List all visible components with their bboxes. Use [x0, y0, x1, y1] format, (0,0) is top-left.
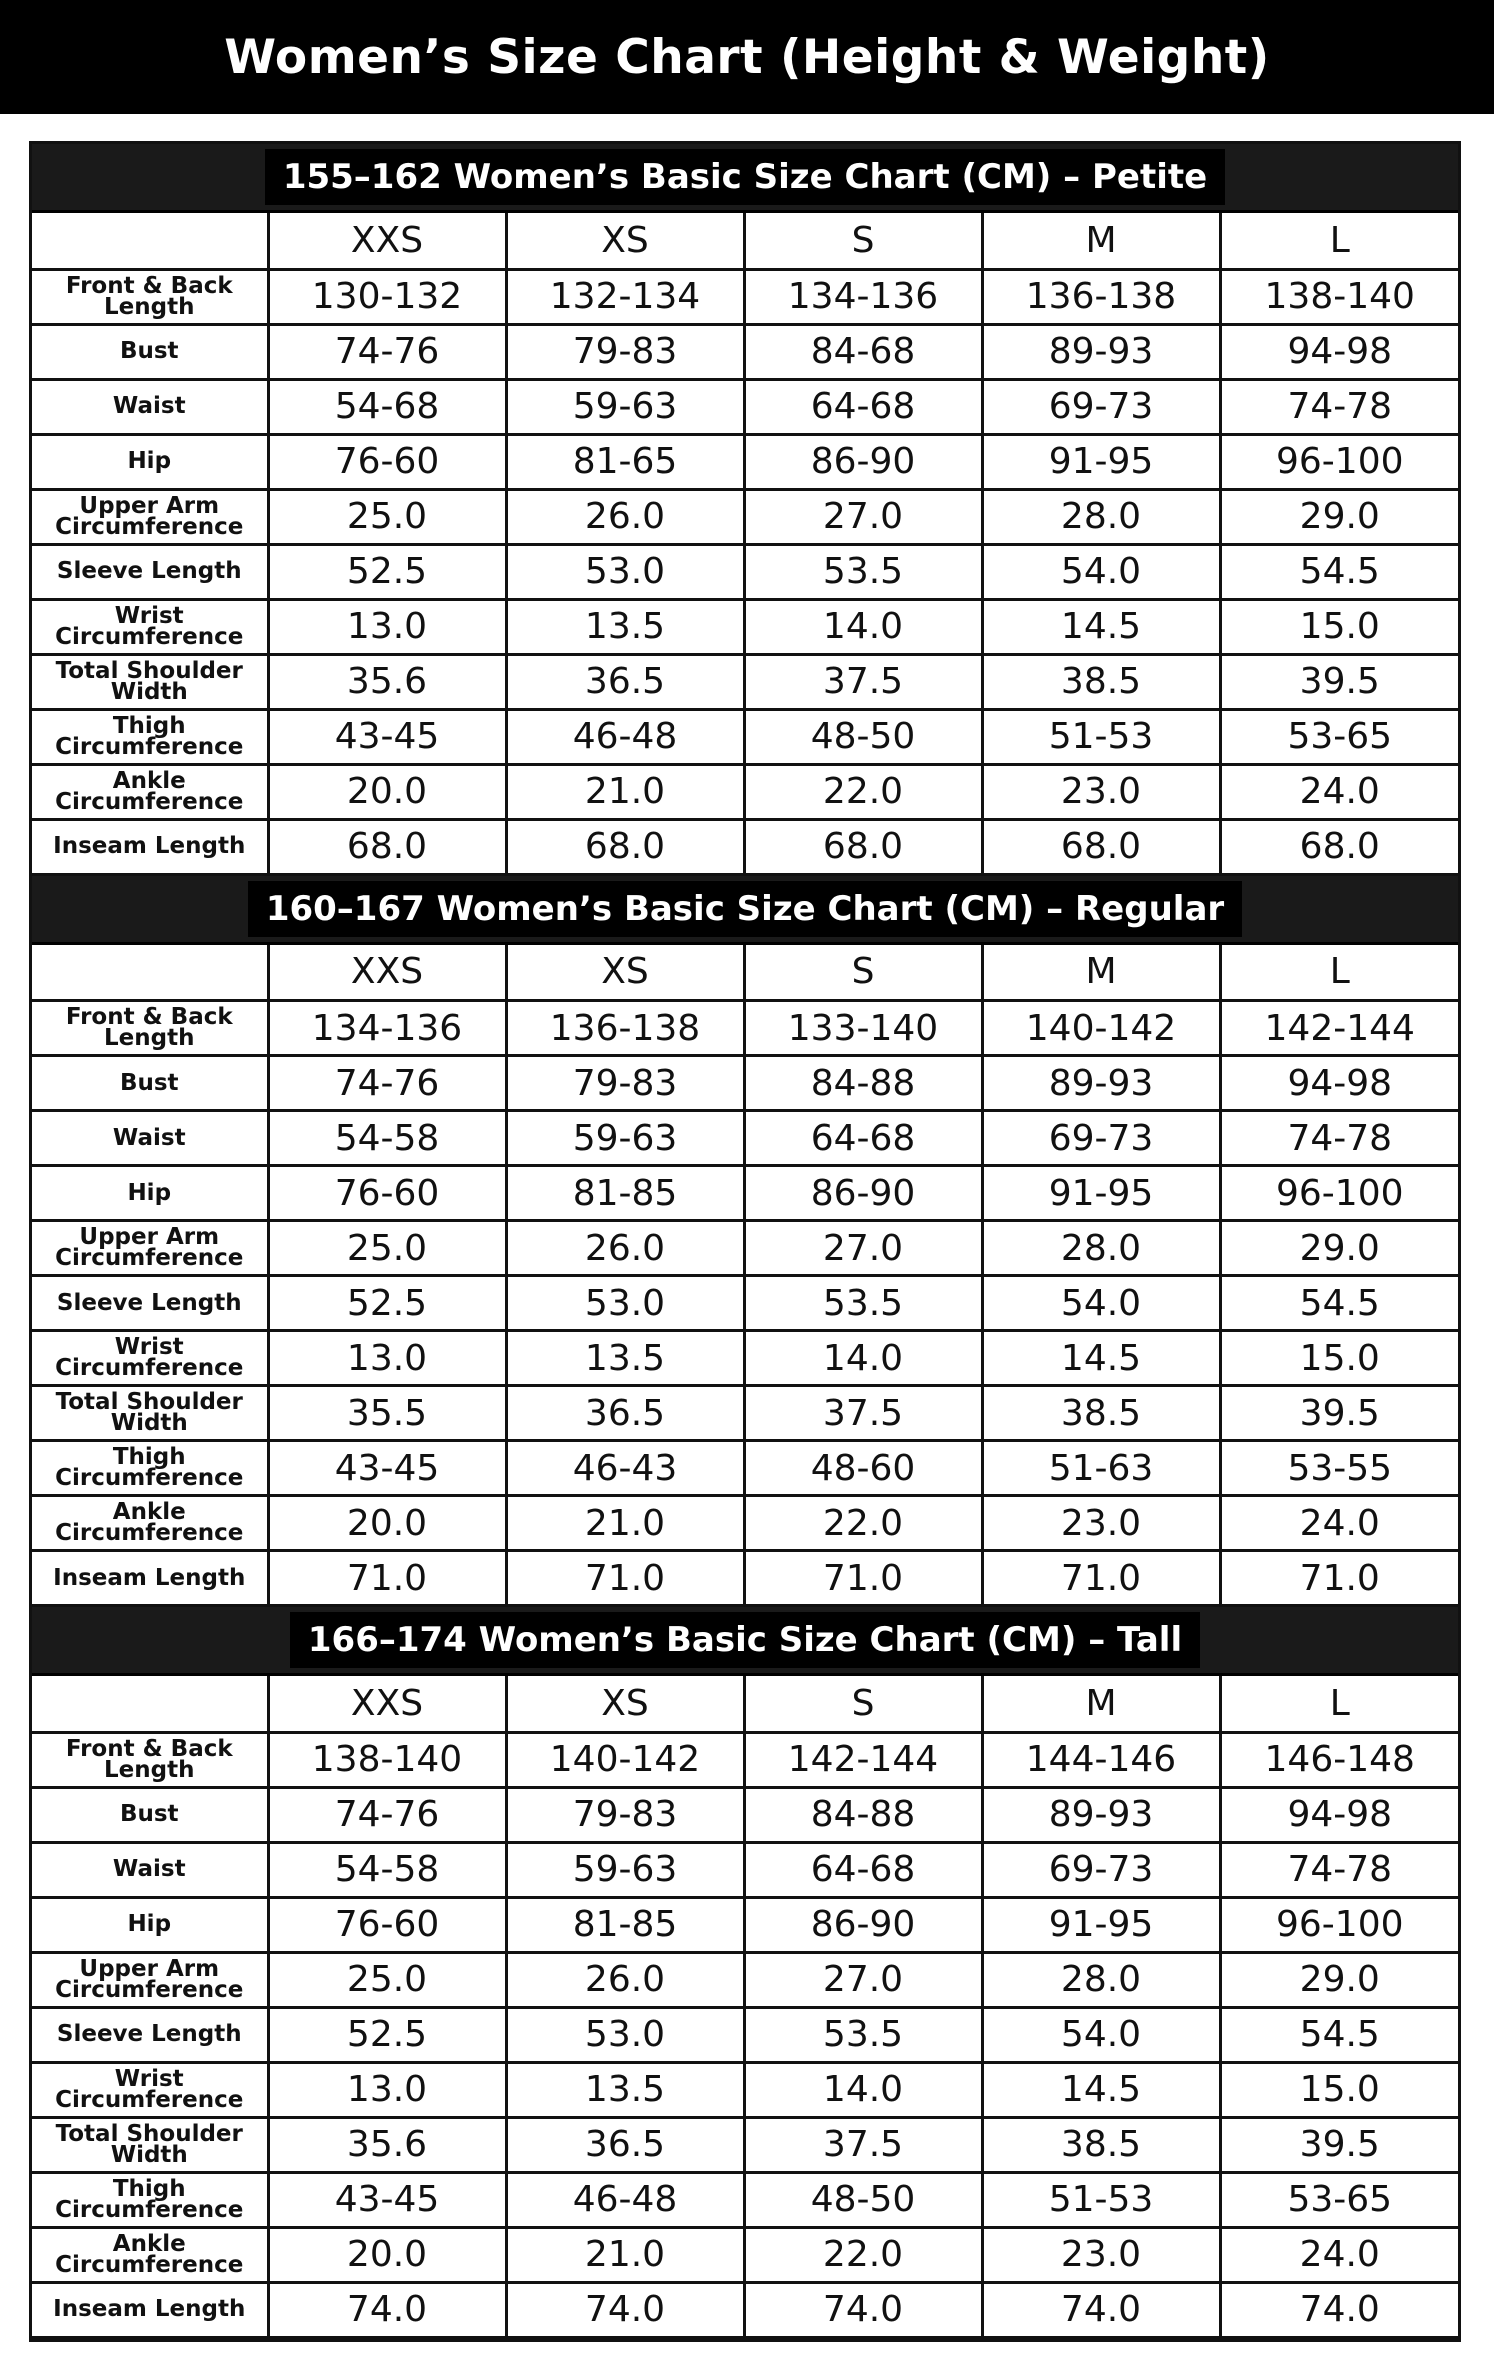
table-row [32, 544, 1458, 599]
measurement-value: 54-58 [268, 1842, 506, 1897]
size-column-header: M [982, 945, 1220, 1001]
measurement-value: 43-45 [268, 709, 506, 764]
measurement-value: 21.0 [506, 764, 744, 819]
size-column-header: XXS [268, 945, 506, 1001]
table-row [32, 1111, 1458, 1166]
measurement-value: 84-68 [744, 324, 982, 379]
measurement-value: 38.5 [982, 1386, 1220, 1441]
measurement-value: 37.5 [744, 2117, 982, 2172]
measurement-value: 39.5 [1220, 2117, 1458, 2172]
measurement-value: 74-78 [1220, 379, 1458, 434]
size-column-header: S [744, 1676, 982, 1732]
table-row [32, 489, 1458, 544]
size-column-header: XXS [268, 1676, 506, 1732]
measurement-value: 25.0 [268, 489, 506, 544]
measurement-value: 43-45 [268, 1441, 506, 1496]
measurement-value: 76-60 [268, 1166, 506, 1221]
size-column-header: S [744, 213, 982, 269]
measurement-value: 54.0 [982, 2007, 1220, 2062]
measurement-value: 25.0 [268, 1221, 506, 1276]
table-row [32, 1221, 1458, 1276]
measurement-value: 22.0 [744, 764, 982, 819]
table-row [32, 1551, 1458, 1606]
measurement-label: Sleeve Length [32, 2007, 268, 2062]
measurement-value: 86-90 [744, 434, 982, 489]
measurement-value: 14.5 [982, 2062, 1220, 2117]
measurement-value: 21.0 [506, 1496, 744, 1551]
measurement-value: 20.0 [268, 2227, 506, 2282]
size-header-row [32, 945, 1458, 1001]
measurement-value: 24.0 [1220, 2227, 1458, 2282]
measurement-value: 21.0 [506, 2227, 744, 2282]
measurement-value: 71.0 [268, 1551, 506, 1606]
section-heading [32, 876, 1458, 945]
measurement-value: 94-98 [1220, 1787, 1458, 1842]
measurement-value: 86-90 [744, 1897, 982, 1952]
measurement-value: 54-68 [268, 379, 506, 434]
table-row [32, 1386, 1458, 1441]
measurement-value: 22.0 [744, 2227, 982, 2282]
measurement-value: 23.0 [982, 1496, 1220, 1551]
measurement-value: 46-43 [506, 1441, 744, 1496]
measurement-value: 23.0 [982, 764, 1220, 819]
measurement-label: Thigh Circumference [32, 1441, 268, 1496]
measurement-value: 29.0 [1220, 1221, 1458, 1276]
measurement-value: 53.0 [506, 2007, 744, 2062]
measurement-value: 36.5 [506, 1386, 744, 1441]
measurement-value: 138-140 [268, 1732, 506, 1787]
measurement-label: Ankle Circumference [32, 1496, 268, 1551]
table-row [32, 1787, 1458, 1842]
measurement-label: Wrist Circumference [32, 599, 268, 654]
table-row [32, 1952, 1458, 2007]
table-row [32, 654, 1458, 709]
measurement-value: 36.5 [506, 2117, 744, 2172]
measurement-value: 28.0 [982, 1221, 1220, 1276]
measurement-value: 35.6 [268, 654, 506, 709]
measurement-value: 81-65 [506, 434, 744, 489]
measurement-label: Inseam Length [32, 2282, 268, 2337]
measurement-value: 24.0 [1220, 1496, 1458, 1551]
measurement-value: 68.0 [506, 819, 744, 874]
table-row [32, 1276, 1458, 1331]
measurement-value: 14.0 [744, 599, 982, 654]
measurement-value: 89-93 [982, 1787, 1220, 1842]
measurement-value: 13.5 [506, 1331, 744, 1386]
measurement-value: 132-134 [506, 269, 744, 324]
measurement-label: Upper Arm Circumference [32, 489, 268, 544]
size-table [32, 945, 1458, 1608]
measurement-value: 76-60 [268, 1897, 506, 1952]
measurement-value: 14.5 [982, 1331, 1220, 1386]
measurement-value: 52.5 [268, 1276, 506, 1331]
measurement-value: 81-85 [506, 1897, 744, 1952]
measurement-value: 79-83 [506, 1787, 744, 1842]
measurement-value: 28.0 [982, 1952, 1220, 2007]
measurement-label: Total Shoulder Width [32, 2117, 268, 2172]
measurement-label: Total Shoulder Width [32, 654, 268, 709]
table-row [32, 1056, 1458, 1111]
measurement-value: 53-65 [1220, 709, 1458, 764]
measurement-value: 69-73 [982, 1111, 1220, 1166]
measurement-label: Total Shoulder Width [32, 1386, 268, 1441]
measurement-value: 54.5 [1220, 544, 1458, 599]
size-column-header: L [1220, 945, 1458, 1001]
measurement-value: 74.0 [268, 2282, 506, 2337]
measurement-value: 53.0 [506, 1276, 744, 1331]
measurement-value: 48-60 [744, 1441, 982, 1496]
measurement-value: 27.0 [744, 1221, 982, 1276]
measurement-value: 27.0 [744, 489, 982, 544]
measurement-value: 74.0 [982, 2282, 1220, 2337]
measurement-label: Wrist Circumference [32, 1331, 268, 1386]
measurement-value: 64-68 [744, 1842, 982, 1897]
size-table [32, 1676, 1458, 2339]
measurement-label: Ankle Circumference [32, 764, 268, 819]
measurement-value: 79-83 [506, 1056, 744, 1111]
measurement-value: 89-93 [982, 324, 1220, 379]
measurement-value: 51-53 [982, 709, 1220, 764]
measurement-value: 136-138 [982, 269, 1220, 324]
measurement-value: 69-73 [982, 1842, 1220, 1897]
measurement-value: 74-78 [1220, 1842, 1458, 1897]
table-row [32, 1331, 1458, 1386]
measurement-value: 68.0 [982, 819, 1220, 874]
measurement-value: 24.0 [1220, 764, 1458, 819]
section-heading [32, 144, 1458, 213]
measurement-value: 134-136 [268, 1001, 506, 1056]
measurement-label: Bust [32, 1787, 268, 1842]
measurement-value: 64-68 [744, 1111, 982, 1166]
measurement-value: 39.5 [1220, 654, 1458, 709]
measurement-value: 130-132 [268, 269, 506, 324]
measurement-value: 138-140 [1220, 269, 1458, 324]
measurement-value: 76-60 [268, 434, 506, 489]
measurement-value: 43-45 [268, 2172, 506, 2227]
measurement-value: 53.0 [506, 544, 744, 599]
measurement-label: Waist [32, 1842, 268, 1897]
size-chart [29, 141, 1461, 2342]
size-column-header: S [744, 945, 982, 1001]
measurement-value: 53-65 [1220, 2172, 1458, 2227]
measurement-value: 37.5 [744, 654, 982, 709]
table-row [32, 2172, 1458, 2227]
measurement-value: 71.0 [1220, 1551, 1458, 1606]
measurement-value: 14.5 [982, 599, 1220, 654]
measurement-value: 54.0 [982, 544, 1220, 599]
size-column-header: M [982, 1676, 1220, 1732]
measurement-label: Hip [32, 434, 268, 489]
table-row [32, 1897, 1458, 1952]
measurement-value: 53.5 [744, 2007, 982, 2062]
measurement-label: Waist [32, 379, 268, 434]
size-column-header: XS [506, 213, 744, 269]
measurement-value: 84-88 [744, 1787, 982, 1842]
blank-corner-cell [32, 945, 268, 1001]
measurement-value: 14.0 [744, 1331, 982, 1386]
blank-corner-cell [32, 213, 268, 269]
measurement-value: 68.0 [1220, 819, 1458, 874]
measurement-value: 46-48 [506, 709, 744, 764]
table-row [32, 1732, 1458, 1787]
table-row [32, 1496, 1458, 1551]
measurement-value: 54.0 [982, 1276, 1220, 1331]
measurement-label: Ankle Circumference [32, 2227, 268, 2282]
size-column-header: XS [506, 1676, 744, 1732]
measurement-label: Wrist Circumference [32, 2062, 268, 2117]
measurement-value: 69-73 [982, 379, 1220, 434]
size-column-header: XXS [268, 213, 506, 269]
measurement-value: 94-98 [1220, 324, 1458, 379]
measurement-value: 134-136 [744, 269, 982, 324]
measurement-value: 28.0 [982, 489, 1220, 544]
section-heading-text: 160–167 Women’s Basic Size Chart (CM) – Regular [248, 881, 1242, 937]
measurement-label: Sleeve Length [32, 544, 268, 599]
measurement-value: 74-76 [268, 1056, 506, 1111]
table-row [32, 269, 1458, 324]
measurement-value: 53.5 [744, 1276, 982, 1331]
measurement-value: 74.0 [1220, 2282, 1458, 2337]
measurement-value: 26.0 [506, 1952, 744, 2007]
table-row [32, 819, 1458, 874]
measurement-value: 37.5 [744, 1386, 982, 1441]
size-column-header: L [1220, 213, 1458, 269]
measurement-value: 74-76 [268, 1787, 506, 1842]
measurement-value: 26.0 [506, 489, 744, 544]
measurement-value: 144-146 [982, 1732, 1220, 1787]
measurement-value: 52.5 [268, 2007, 506, 2062]
measurement-value: 54-58 [268, 1111, 506, 1166]
measurement-value: 23.0 [982, 2227, 1220, 2282]
measurement-value: 84-88 [744, 1056, 982, 1111]
size-table [32, 213, 1458, 876]
measurement-value: 74-78 [1220, 1111, 1458, 1166]
measurement-value: 146-148 [1220, 1732, 1458, 1787]
measurement-value: 96-100 [1220, 1897, 1458, 1952]
measurement-value: 142-144 [744, 1732, 982, 1787]
measurement-value: 35.6 [268, 2117, 506, 2172]
measurement-label: Thigh Circumference [32, 2172, 268, 2227]
measurement-value: 64-68 [744, 379, 982, 434]
table-row [32, 1166, 1458, 1221]
measurement-value: 136-138 [506, 1001, 744, 1056]
measurement-value: 13.0 [268, 599, 506, 654]
size-header-row [32, 1676, 1458, 1732]
measurement-value: 68.0 [744, 819, 982, 874]
measurement-value: 46-48 [506, 2172, 744, 2227]
measurement-value: 48-50 [744, 709, 982, 764]
measurement-value: 26.0 [506, 1221, 744, 1276]
measurement-value: 86-90 [744, 1166, 982, 1221]
table-row [32, 2007, 1458, 2062]
measurement-label: Sleeve Length [32, 1276, 268, 1331]
measurement-value: 22.0 [744, 1496, 982, 1551]
measurement-value: 140-142 [506, 1732, 744, 1787]
measurement-value: 48-50 [744, 2172, 982, 2227]
measurement-label: Thigh Circumference [32, 709, 268, 764]
measurement-value: 140-142 [982, 1001, 1220, 1056]
measurement-value: 53-55 [1220, 1441, 1458, 1496]
measurement-value: 13.0 [268, 2062, 506, 2117]
blank-corner-cell [32, 1676, 268, 1732]
page-title: Women’s Size Chart (Height & Weight) [0, 0, 1494, 114]
measurement-value: 13.0 [268, 1331, 506, 1386]
measurement-label: Front & Back Length [32, 1732, 268, 1787]
measurement-value: 29.0 [1220, 1952, 1458, 2007]
measurement-value: 25.0 [268, 1952, 506, 2007]
measurement-value: 71.0 [506, 1551, 744, 1606]
measurement-value: 96-100 [1220, 1166, 1458, 1221]
measurement-value: 59-63 [506, 1842, 744, 1897]
measurement-value: 53.5 [744, 544, 982, 599]
measurement-label: Bust [32, 1056, 268, 1111]
table-row [32, 764, 1458, 819]
table-row [32, 2117, 1458, 2172]
measurement-value: 14.0 [744, 2062, 982, 2117]
measurement-value: 74.0 [506, 2282, 744, 2337]
table-row [32, 2062, 1458, 2117]
measurement-value: 91-95 [982, 1897, 1220, 1952]
measurement-label: Front & Back Length [32, 1001, 268, 1056]
measurement-value: 15.0 [1220, 1331, 1458, 1386]
measurement-value: 91-95 [982, 1166, 1220, 1221]
measurement-label: Front & Back Length [32, 269, 268, 324]
measurement-value: 29.0 [1220, 489, 1458, 544]
size-header-row [32, 213, 1458, 269]
measurement-label: Bust [32, 324, 268, 379]
size-column-header: XS [506, 945, 744, 1001]
measurement-label: Upper Arm Circumference [32, 1952, 268, 2007]
measurement-value: 94-98 [1220, 1056, 1458, 1111]
table-row [32, 709, 1458, 764]
measurement-value: 20.0 [268, 764, 506, 819]
measurement-value: 81-85 [506, 1166, 744, 1221]
measurement-value: 96-100 [1220, 434, 1458, 489]
measurement-value: 38.5 [982, 2117, 1220, 2172]
measurement-value: 74.0 [744, 2282, 982, 2337]
table-row [32, 1001, 1458, 1056]
table-row [32, 379, 1458, 434]
measurement-value: 52.5 [268, 544, 506, 599]
measurement-label: Hip [32, 1166, 268, 1221]
measurement-value: 39.5 [1220, 1386, 1458, 1441]
measurement-value: 15.0 [1220, 2062, 1458, 2117]
measurement-value: 54.5 [1220, 2007, 1458, 2062]
measurement-value: 51-53 [982, 2172, 1220, 2227]
measurement-value: 71.0 [744, 1551, 982, 1606]
table-row [32, 1441, 1458, 1496]
table-row [32, 599, 1458, 654]
measurement-label: Waist [32, 1111, 268, 1166]
measurement-value: 79-83 [506, 324, 744, 379]
section-heading-text: 155–162 Women’s Basic Size Chart (CM) – Petite [265, 149, 1225, 205]
table-row [32, 324, 1458, 379]
measurement-label: Inseam Length [32, 1551, 268, 1606]
measurement-label: Inseam Length [32, 819, 268, 874]
measurement-value: 89-93 [982, 1056, 1220, 1111]
measurement-value: 59-63 [506, 379, 744, 434]
measurement-value: 142-144 [1220, 1001, 1458, 1056]
measurement-value: 35.5 [268, 1386, 506, 1441]
section-heading-text: 166–174 Women’s Basic Size Chart (CM) – Tall [290, 1612, 1200, 1668]
measurement-value: 38.5 [982, 654, 1220, 709]
measurement-value: 36.5 [506, 654, 744, 709]
table-row [32, 2282, 1458, 2337]
measurement-value: 74-76 [268, 324, 506, 379]
measurement-value: 71.0 [982, 1551, 1220, 1606]
measurement-label: Hip [32, 1897, 268, 1952]
table-row [32, 2227, 1458, 2282]
measurement-value: 15.0 [1220, 599, 1458, 654]
size-column-header: M [982, 213, 1220, 269]
measurement-label: Upper Arm Circumference [32, 1221, 268, 1276]
measurement-value: 54.5 [1220, 1276, 1458, 1331]
section-heading [32, 1607, 1458, 1676]
table-row [32, 434, 1458, 489]
measurement-value: 59-63 [506, 1111, 744, 1166]
measurement-value: 20.0 [268, 1496, 506, 1551]
measurement-value: 91-95 [982, 434, 1220, 489]
measurement-value: 13.5 [506, 599, 744, 654]
measurement-value: 133-140 [744, 1001, 982, 1056]
size-column-header: L [1220, 1676, 1458, 1732]
measurement-value: 68.0 [268, 819, 506, 874]
measurement-value: 27.0 [744, 1952, 982, 2007]
table-row [32, 1842, 1458, 1897]
measurement-value: 13.5 [506, 2062, 744, 2117]
measurement-value: 51-63 [982, 1441, 1220, 1496]
